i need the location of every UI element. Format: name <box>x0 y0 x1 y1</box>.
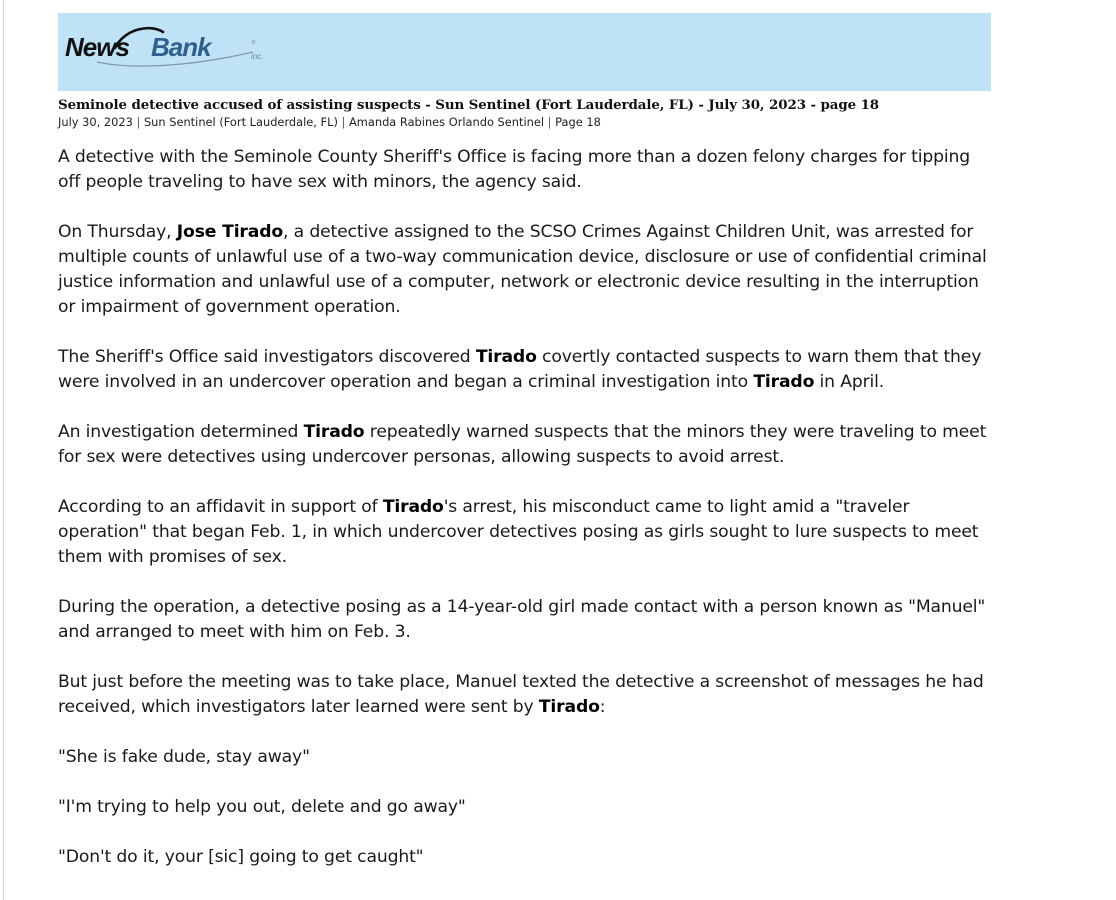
paragraph-text: in April. <box>814 372 885 392</box>
highlighted-name: Tirado <box>303 422 365 442</box>
meta-date: July 30, 2023 <box>58 115 133 129</box>
paragraph-text: But just before the meeting was to take place, Manuel texted the detective a screenshot of messages he had received, which investigators later learned were sent by <box>58 672 984 717</box>
logo-text-inc: inc. <box>251 52 264 61</box>
logo-text-news: News <box>65 32 129 62</box>
meta-author: Amanda Rabines Orlando Sentinel <box>348 115 545 129</box>
meta-separator: | <box>136 115 141 129</box>
paragraph-text: , a detective assigned to the SCSO Crimes Against Children Unit, was arrested for multiple counts of unlawful use of a two-way communication device, disclosure or use of confidential criminal justice information and unlawful use of a computer, network or electronic device resulting in the interruption or impairment of government operation. <box>58 222 987 317</box>
meta-page: Page 18 <box>555 115 601 129</box>
newsbank-logo[interactable] <box>63 26 278 78</box>
paragraph-text: covertly contacted suspects to warn them that they were involved in an undercover operation and began a criminal investigation into <box>58 347 982 392</box>
highlighted-name: Tirado <box>538 697 600 717</box>
document-headline: Seminole detective accused of assisting suspects - Sun Sentinel (Fort Lauderdale, FL) - July 30, 2023 - page 18 <box>58 97 880 113</box>
highlighted-name: Tirado <box>382 497 444 517</box>
meta-source: Sun Sentinel (Fort Lauderdale, FL) <box>143 115 338 129</box>
paragraph-text: repeatedly warned suspects that the minors they were traveling to meet for sex were detectives using undercover personas, allowing suspects to avoid arrest. <box>58 422 987 467</box>
paragraph-text: On Thursday, <box>58 222 177 242</box>
logo-registered-mark: ® <box>251 40 256 46</box>
paragraph-text: According to an affidavit in support of <box>58 497 383 517</box>
paragraph-text: An investigation determined <box>58 422 304 442</box>
meta-separator: | <box>547 115 552 129</box>
article-body <box>58 145 991 870</box>
highlighted-name: Tirado <box>753 372 815 392</box>
article-paragraph <box>58 495 991 570</box>
document-meta <box>58 115 991 129</box>
quoted-message: "She is fake dude, stay away" <box>58 747 310 767</box>
header-banner <box>58 13 991 91</box>
left-border <box>3 0 4 900</box>
paragraph-text: : <box>599 697 606 717</box>
quoted-message: "I'm trying to help you out, delete and go away" <box>58 797 466 817</box>
article-paragraph: During the operation, a detective posing as a 14-year-old girl made contact with a person known as "Manuel" and arranged to meet with him on Feb. 3. <box>58 597 986 642</box>
meta-separator: | <box>341 115 346 129</box>
article-paragraph <box>58 670 991 720</box>
article-paragraph <box>58 220 991 320</box>
paragraph-text: The Sheriff's Office said investigators discovered <box>58 347 476 367</box>
paragraph-text: 's arrest, his misconduct came to light amid a "traveler operation" that began Feb. 1, in which undercover detectives posing as girls sought to lure suspects to meet them with promises of sex. <box>58 497 979 567</box>
highlighted-name: Tirado <box>475 347 537 367</box>
document-page <box>58 13 991 895</box>
newsbank-logo-icon <box>63 26 278 78</box>
highlighted-name: Jose Tirado <box>176 222 284 242</box>
quoted-message: "Don't do it, your [sic] going to get caught" <box>58 847 424 867</box>
article-paragraph <box>58 420 991 470</box>
article-paragraph <box>58 345 991 395</box>
article-paragraph: A detective with the Seminole County Sheriff's Office is facing more than a dozen felony charges for tipping off people traveling to have sex with minors, the agency said. <box>58 147 970 192</box>
logo-text-bank: Bank <box>151 32 211 62</box>
